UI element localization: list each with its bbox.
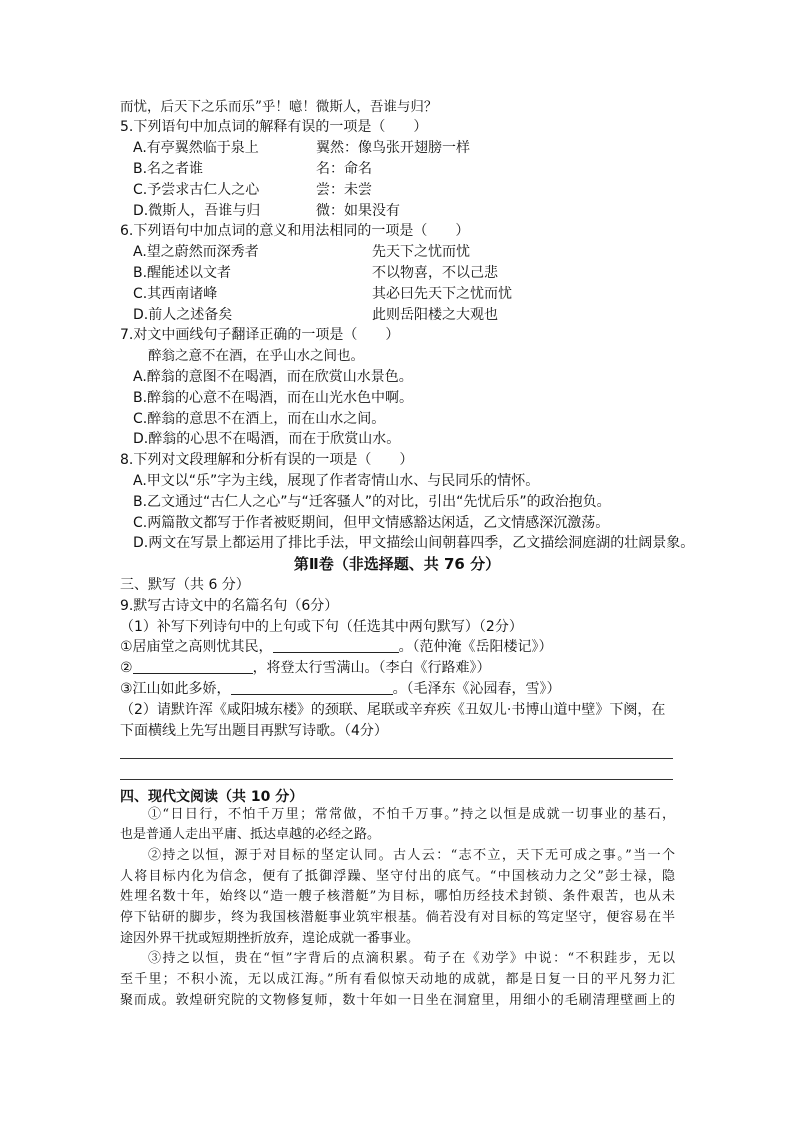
passage-p1-line-1: ①“日日行，不怕千万里；常常做，不怕千万事。”持之以恒是成就一切事业的基石， bbox=[148, 806, 675, 822]
q7-option-c: C.醉翁的意思不在酒上，而在山水之间。 bbox=[133, 410, 386, 427]
passage-p2-line-2: 人将目标内化为信念，便有了抵御浮躁、坚守付出的底气。“中国核动力之父”彭士禄，隐 bbox=[120, 868, 675, 884]
fill-blank-item-2-after: ，将登太行雪满山。（李白《行路难》） bbox=[252, 660, 491, 677]
q6-option-a bbox=[0, 242, 794, 263]
q7-quote: 醉翁之意不在酒，在乎山水之间也。 bbox=[148, 348, 364, 365]
answer-blank bbox=[133, 659, 253, 674]
q9-sub1-prompt: （1）补写下列诗句中的上句或下句（任选其中两句默写）（2分） bbox=[120, 618, 523, 635]
q5-option-a-note: 翼然：像鸟张开翅膀一样 bbox=[316, 140, 470, 157]
exam-questions-block bbox=[0, 97, 794, 742]
q5-option-d-note: 微：如果没有 bbox=[316, 202, 400, 219]
q6-option-d-pair: 此则岳阳楼之大观也 bbox=[372, 306, 498, 323]
fill-blank-item-1-after: 。（范仲淹《岳阳楼记》） bbox=[398, 639, 553, 656]
q5-option-b bbox=[0, 159, 794, 180]
q5-option-c-note: 尝：未尝 bbox=[316, 181, 372, 198]
section-3-title: 三、默写（共 6 分） bbox=[120, 576, 250, 593]
q6-option-d bbox=[0, 305, 794, 326]
question-5-stem: 5.下列语句中加点词的解释有误的一项是（ ） bbox=[120, 119, 428, 136]
q5-option-b-text: B.名之者谁 bbox=[133, 160, 204, 177]
fill-blank-item-3-before: ③江山如此多娇， bbox=[120, 680, 231, 697]
question-6-stem: 6.下列语句中加点词的意义和用法相同的一项是（ ） bbox=[120, 223, 470, 240]
section-4-title: 四、现代文阅读（共 10 分） bbox=[120, 789, 304, 805]
q8-option-a: A.甲文以“乐”字为主线，展现了作者寄情山水、与民同乐的情怀。 bbox=[133, 472, 540, 489]
q8-option-c: C.两篇散文都写于作者被贬期间，但甲文情感豁达闲适，乙文情感深沉激荡。 bbox=[133, 514, 610, 531]
q7-option-a: A.醉翁的意图不在喝酒，而在欣赏山水景色。 bbox=[133, 368, 413, 385]
passage-p3-line-3: 聚而成。敦煌研究院的文物修复师，数十年如一日坐在洞窟里，用细小的毛刷清理壁画上的 bbox=[120, 992, 675, 1008]
fill-blank-item-2-before: ② bbox=[120, 660, 133, 677]
answer-blank bbox=[231, 680, 393, 695]
passage-p3-line-1: ③持之以恒，贵在“恒”字背后的点滴积累。荀子在《劝学》中说：“不积跬步，无以 bbox=[148, 951, 675, 967]
question-7-stem: 7.对文中画线句子翻译正确的一项是（ ） bbox=[120, 327, 400, 344]
q7-option-b: B.醉翁的心意不在喝酒，而在山光水色中啊。 bbox=[133, 389, 414, 406]
fill-blank-item-3-after: 。（毛泽东《沁园春，雪》） bbox=[392, 680, 561, 697]
q6-option-b-text: B.醒能述以文者 bbox=[133, 264, 232, 281]
q7-option-d: D.醉翁的心思不在喝酒，而在于欣赏山水。 bbox=[133, 431, 401, 448]
intro-line: 而忧，后天下之乐而乐”乎！噫！微斯人，吾谁与归？ bbox=[120, 98, 438, 115]
fill-blank-item-3 bbox=[0, 679, 794, 700]
passage-p2-line-3: 姓埋名数十年，始终以“造一艘子核潜艇”为目标，哪怕历经技术封锁、条件艰苦，也从未 bbox=[120, 889, 675, 905]
q8-option-d: D.两文在写景上都运用了排比手法，甲文描绘山间朝暮四季，乙文描绘洞庭湖的壮阔景象。 bbox=[133, 535, 695, 552]
q9-sub2-line-2: 下面横线上先写出题目再默写诗歌。（4分） bbox=[120, 722, 388, 739]
answer-rule-1 bbox=[120, 758, 673, 759]
q6-option-d-text: D.前人之述备矣 bbox=[133, 306, 233, 323]
q6-option-c bbox=[0, 284, 794, 305]
q5-option-d-text: D.微斯人，吾谁与归 bbox=[133, 202, 261, 219]
passage-p3-line-2: 至千里；不积小流，无以成江海。”所有看似惊天动地的成就，都是日复一日的平凡努力汇 bbox=[120, 972, 675, 988]
q5-option-c bbox=[0, 180, 794, 201]
question-8-stem: 8.下列对文段理解和分析有误的一项是（ ） bbox=[120, 452, 414, 469]
passage-p2-line-1: ②持之以恒，源于对目标的坚定认同。古人云：“志不立，天下无可成之事。”当一个 bbox=[148, 847, 675, 863]
question-9-stem: 9.默写古诗文中的名篇名句（6分） bbox=[120, 597, 339, 614]
q6-option-b bbox=[0, 263, 794, 284]
part-2-heading: 第Ⅱ卷（非选择题、共 76 分） bbox=[293, 555, 501, 574]
q5-option-b-note: 名：命名 bbox=[316, 160, 372, 177]
q6-option-c-pair: 其必曰先天下之忧而忧 bbox=[372, 285, 512, 302]
passage-p2-line-4: 停下钻研的脚步，终为我国核潜艇事业筑牢根基。倘若没有对目标的笃定坚守，便容易在半 bbox=[120, 910, 675, 926]
q6-option-a-text: A.望之蔚然而深秀者 bbox=[133, 244, 259, 261]
q8-option-b: B.乙文通过“古仁人之心”与“迁客骚人”的对比，引出“先忧后乐”的政治抱负。 bbox=[133, 493, 611, 510]
q6-option-c-text: C.其西南诸峰 bbox=[133, 285, 218, 302]
answer-rule-2 bbox=[120, 779, 673, 780]
q5-option-c-text: C.予尝求古仁人之心 bbox=[133, 181, 260, 198]
passage-p2-line-5: 途因外界干扰或短期挫折放弃，遑论成就一番事业。 bbox=[120, 930, 420, 946]
q9-sub2-line-1: （2）请默许浑《咸阳城东楼》的颈联、尾联或辛弃疾《丑奴儿·书博山道中壁》下阕，在 bbox=[120, 701, 666, 718]
fill-blank-item-1 bbox=[0, 637, 794, 658]
q5-option-d bbox=[0, 201, 794, 222]
answer-blank bbox=[273, 638, 399, 653]
q6-option-a-pair: 先天下之忧而忧 bbox=[372, 244, 470, 261]
q5-option-a bbox=[0, 138, 794, 159]
passage-p1-line-2: 也是普通人走出平庸、抵达卓越的必经之路。 bbox=[120, 827, 381, 843]
reading-passage bbox=[120, 805, 675, 1012]
fill-blank-item-1-before: ①居庙堂之高则忧其民， bbox=[120, 639, 273, 656]
fill-blank-item-2 bbox=[0, 658, 794, 679]
q6-option-b-pair: 不以物喜，不以己悲 bbox=[372, 264, 498, 281]
q5-option-a-text: A.有亭翼然临于泉上 bbox=[133, 140, 259, 157]
